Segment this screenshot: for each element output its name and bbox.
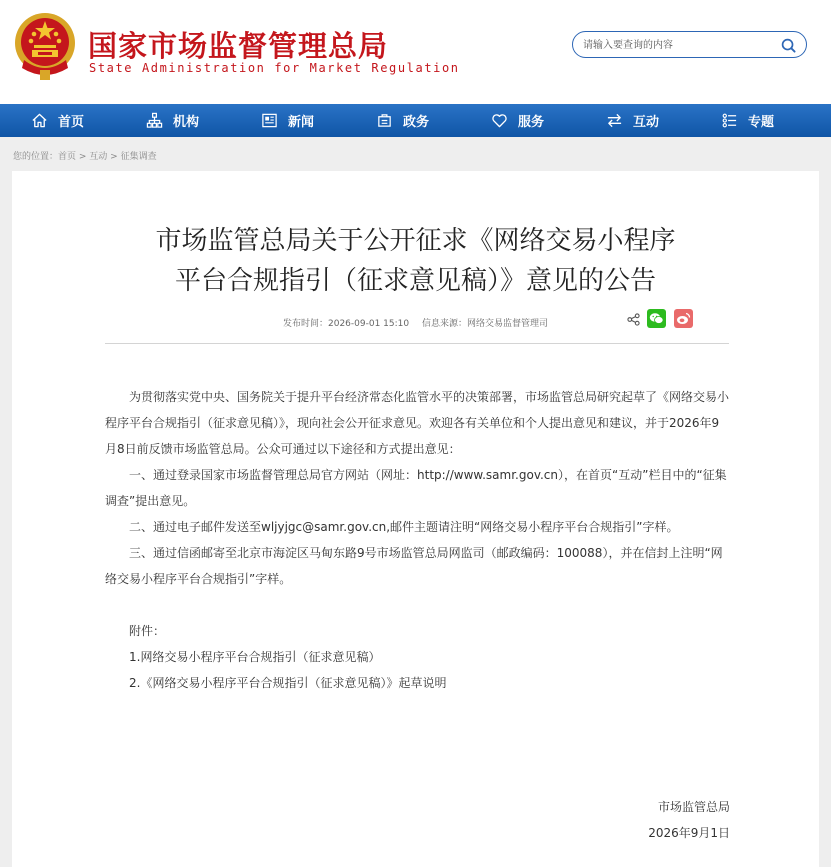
nav-item-topics[interactable]: [690, 104, 805, 137]
weibo-share-button[interactable]: [674, 309, 693, 328]
search-icon[interactable]: [781, 38, 796, 53]
breadcrumb-link-home[interactable]: 首页: [58, 152, 77, 162]
title-divider: [105, 343, 729, 344]
signature-org: 市场监管总局: [657, 800, 730, 814]
site-title-en: State Administration for Market Regulation: [89, 61, 460, 75]
list-icon: [721, 112, 738, 129]
nav-item-label: 机构: [172, 115, 199, 130]
nav-item-home[interactable]: [0, 104, 115, 137]
article-title: [12, 221, 819, 301]
main-nav: [0, 104, 831, 137]
info-source: 信息来源：网络交易监督管理司: [421, 319, 548, 329]
exchange-icon: [606, 112, 623, 129]
site-title-cn[interactable]: 国家市场监督管理总局: [88, 29, 389, 63]
wechat-icon: [647, 309, 666, 328]
home-icon: [31, 112, 48, 129]
nav-item-organization[interactable]: [115, 104, 230, 137]
article-container: [12, 171, 819, 867]
wechat-share-button[interactable]: [647, 309, 666, 328]
share-bar: [625, 309, 709, 329]
nav-item-interaction[interactable]: [575, 104, 690, 137]
breadcrumb-separator: >: [107, 152, 121, 162]
nav-item-label: 新闻: [287, 115, 314, 130]
paragraph-method-1: 一、通过登录国家市场监督管理总局官方网站（网址：http://www.samr.gov.cn），在首页“互动”栏目中的“征集调查”提出意见。: [105, 468, 727, 508]
attachment-link-2[interactable]: 2.《网络交易小程序平台合规指引（征求意见稿）》起草说明: [129, 676, 447, 690]
breadcrumb-separator: >: [76, 152, 90, 162]
paragraph-method-3: 三、通过信函邮寄至北京市海淀区马甸东路9号市场监管总局网监司（邮政编码：100088），并在信封上注明“网络交易小程序平台合规指引”字样。: [105, 546, 723, 586]
nav-item-services[interactable]: [460, 104, 575, 137]
publish-time: 发布时间：2026-09-01 15:10: [283, 319, 410, 329]
paragraph-method-2: 二、通过电子邮件发送至wljyjgc@samr.gov.cn,邮件主题请注明“网络交易小程序平台合规指引”字样。: [129, 520, 679, 534]
news-icon: [261, 112, 278, 129]
nav-item-news[interactable]: [230, 104, 345, 137]
nav-item-label: 首页: [57, 115, 84, 130]
briefcase-icon: [376, 112, 393, 129]
breadcrumb-link-survey[interactable]: 征集调查: [120, 152, 157, 162]
nav-item-government-affairs[interactable]: [345, 104, 460, 137]
attachments-label: 附件：: [129, 624, 166, 638]
site-header: [0, 0, 831, 104]
article-title-line1: 市场监管总局关于公开征求《网络交易小程序: [155, 226, 676, 256]
breadcrumb-link-interaction[interactable]: 互动: [89, 152, 108, 162]
search-input[interactable]: [583, 37, 773, 53]
heart-icon: [491, 112, 508, 129]
breadcrumb-prefix: 您的位置：: [13, 152, 59, 162]
weibo-icon: [674, 309, 693, 328]
paragraph-intro: 为贯彻落实党中央、国务院关于提升平台经济常态化监管水平的决策部署，市场监管总局研究起草了《网络交易小程序平台合规指引（征求意见稿）》，现向社会公开征求意见。欢迎各有关单位和个人提出意见和建议，并于2026年9月8日前反馈市场监管总局。公众可通过以下途径和方式提出意见：: [105, 390, 730, 456]
signature-date: 2026年9月1日: [648, 826, 730, 840]
breadcrumb: [13, 149, 157, 162]
article-title-line2: 平台合规指引（征求意见稿）》意见的公告: [174, 266, 656, 296]
spacer: [105, 592, 731, 618]
nav-item-label: 服务: [517, 115, 544, 130]
search-box: [572, 31, 807, 58]
nav-item-label: 政务: [402, 115, 429, 130]
nav-item-label: 专题: [747, 115, 774, 130]
nav-item-label: 互动: [632, 115, 659, 130]
share-icon[interactable]: [627, 313, 640, 326]
attachment-link-1[interactable]: 1.网络交易小程序平台合规指引（征求意见稿）: [129, 650, 381, 664]
article-signature: [648, 794, 730, 846]
article-body: [105, 384, 731, 696]
article-meta: [283, 316, 558, 329]
organization-icon: [146, 112, 163, 129]
national-emblem-icon[interactable]: [14, 12, 76, 82]
